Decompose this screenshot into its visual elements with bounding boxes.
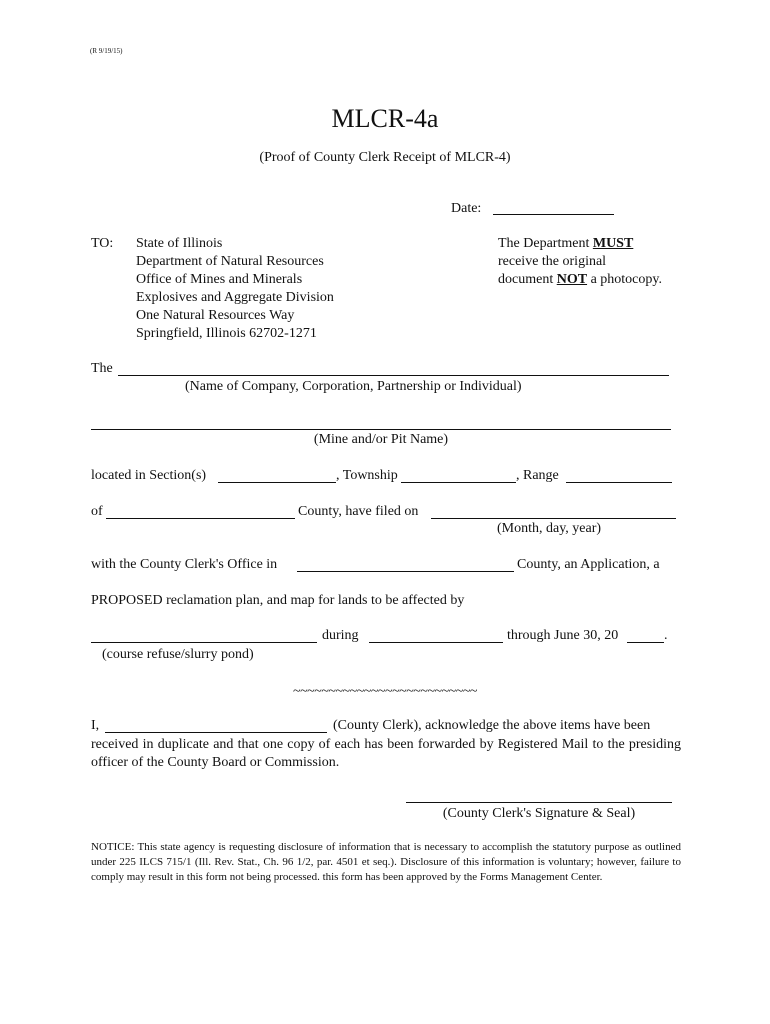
clerk-acknowledgement-label: (County Clerk), acknowledge the above items have been — [333, 718, 651, 733]
date-field[interactable] — [493, 214, 614, 215]
not-emphasis: NOT — [556, 272, 588, 287]
township-field[interactable] — [401, 482, 516, 483]
during-label: during — [322, 628, 359, 643]
filed-label: County, have filed on — [298, 504, 419, 519]
address-line: Explosives and Aggregate Division — [136, 290, 334, 305]
address-line: Department of Natural Resources — [136, 254, 324, 269]
company-name-field[interactable] — [118, 375, 669, 376]
signature-caption: (County Clerk's Signature & Seal) — [442, 806, 636, 821]
address-line: State of Illinois — [136, 236, 223, 251]
range-label: , Range — [516, 468, 559, 483]
to-label: TO: — [91, 236, 114, 251]
disclosure-notice: NOTICE: This state agency is requesting disclosure of information that is necessary to accomplish the statutory purpose as outlined under 225 ILCS 715/1 (Ill. Rev. Stat., Ch. 96 1/2, par. 4501 et seq.). Disclosure of this information is voluntary; however, failure to comply may result in this form not being processed. this form has been approved by the Forms Management Center. — [91, 841, 681, 883]
application-label: County, an Application, a — [517, 557, 660, 572]
revision-date: (R 9/19/15) — [90, 47, 123, 55]
refuse-caption: (course refuse/slurry pond) — [102, 647, 254, 662]
date-label: Date: — [451, 201, 482, 216]
year-field[interactable] — [627, 642, 664, 643]
clerk-office-label: with the County Clerk's Office in — [91, 557, 278, 572]
recipient-address — [136, 235, 334, 343]
signature-field[interactable] — [406, 802, 672, 803]
must-emphasis: MUST — [592, 236, 634, 251]
acknowledgement-text: received in duplicate and that one copy of each has been forwarded by Registered Mail to the presiding officer of the County Board or Commission. — [91, 737, 681, 770]
address-line: Office of Mines and Minerals — [136, 272, 303, 287]
date-caption: (Month, day, year) — [497, 521, 602, 536]
county-field[interactable] — [106, 518, 295, 519]
form-title: MLCR-4a — [331, 104, 439, 133]
during-date-field[interactable] — [369, 642, 503, 643]
address-line: One Natural Resources Way — [136, 308, 295, 323]
form-subtitle: (Proof of County Clerk Receipt of MLCR-4) — [259, 150, 511, 165]
clerk-county-field[interactable] — [297, 571, 514, 572]
range-field[interactable] — [566, 482, 672, 483]
section-field[interactable] — [218, 482, 336, 483]
located-label: located in Section(s) — [91, 468, 207, 483]
mine-caption: (Mine and/or Pit Name) — [313, 432, 449, 447]
township-label: , Township — [336, 468, 398, 483]
through-label: through June 30, 20 — [507, 628, 619, 643]
affected-area-field[interactable] — [91, 642, 317, 643]
of-label: of — [91, 504, 103, 519]
period-end: . — [664, 628, 668, 643]
i-label: I, — [91, 718, 100, 733]
clerk-name-field[interactable] — [105, 732, 327, 733]
tilde-divider: ~~~~~~~~~~~~~~~~~~~~~~~~~~ — [293, 684, 477, 699]
filed-date-field[interactable] — [431, 518, 676, 519]
address-line: Springfield, Illinois 62702-1271 — [136, 326, 317, 341]
proposed-text: PROPOSED reclamation plan, and map for lands to be affected by — [91, 593, 465, 608]
mine-name-field[interactable] — [91, 429, 671, 430]
company-caption: (Name of Company, Corporation, Partnership or Individual) — [185, 379, 522, 394]
original-document-note: The Department MUST receive the original document NOT a photocopy. — [498, 236, 662, 287]
the-label: The — [91, 361, 113, 376]
